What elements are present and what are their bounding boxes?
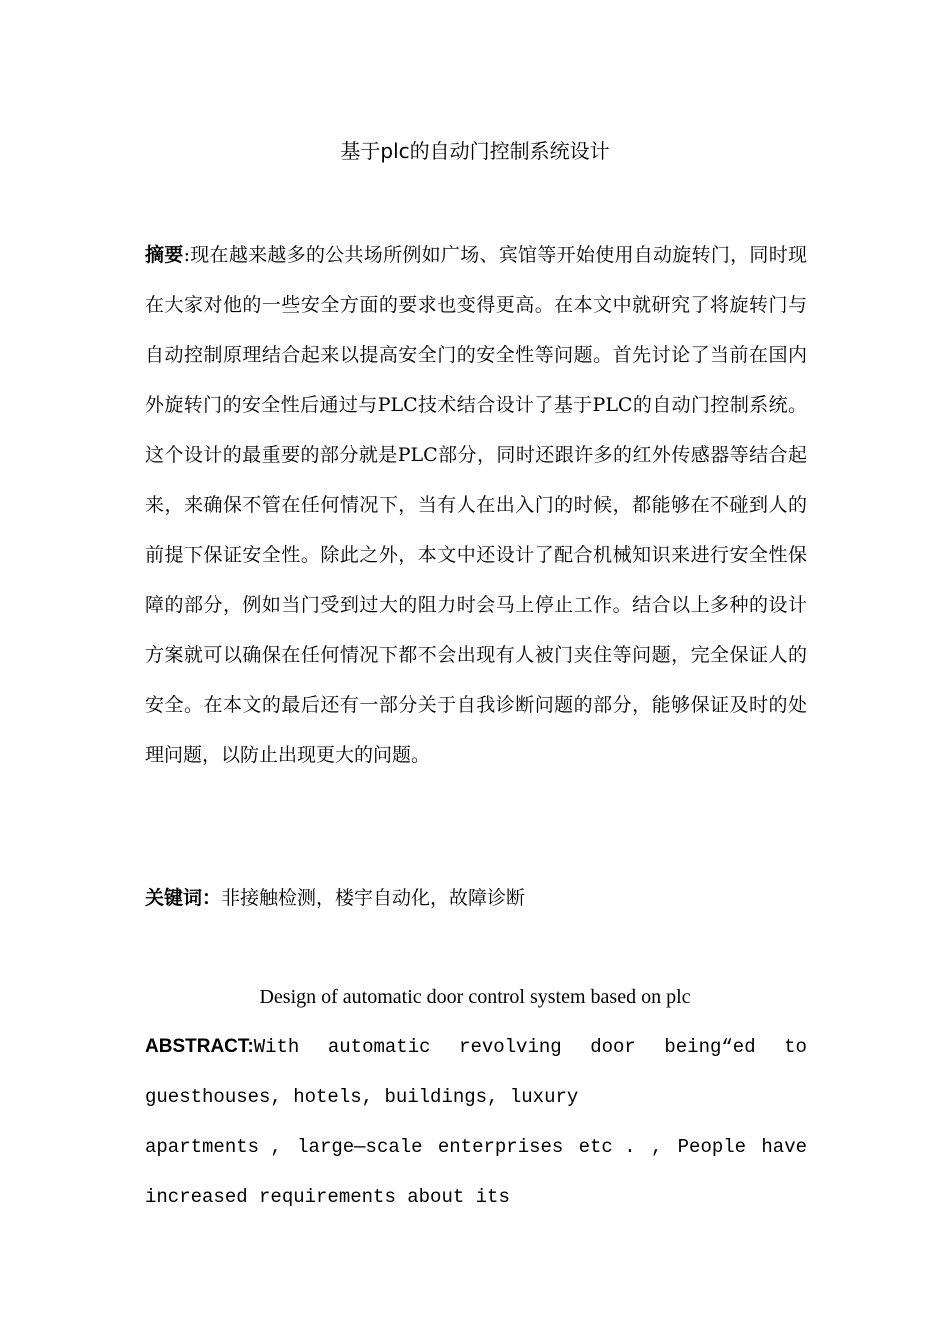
chinese-keywords: [145, 874, 807, 922]
english-abstract-word: being“ed: [664, 1036, 756, 1058]
english-abstract-word: People: [677, 1136, 747, 1158]
english-abstract-word: automatic: [327, 1036, 431, 1058]
english-abstract-word: revolving: [459, 1036, 562, 1058]
chinese-keywords-label: 关键词：: [145, 887, 222, 909]
english-abstract-word: etc .: [578, 1136, 636, 1158]
english-abstract-line-4: increased requirements about its: [145, 1186, 510, 1208]
english-abstract-lead-word: ABSTRACT:With: [145, 1036, 300, 1058]
english-abstract-word: to: [784, 1036, 807, 1058]
english-abstract: [145, 1022, 807, 1222]
english-abstract-word: door: [590, 1036, 636, 1058]
english-abstract-word: large—scale: [297, 1136, 423, 1158]
english-abstract-word: enterprises: [437, 1136, 564, 1158]
chinese-title: 基于plc的自动门控制系统设计: [340, 139, 610, 163]
english-abstract-word: have: [761, 1136, 807, 1158]
english-abstract-line-3: [145, 1122, 807, 1172]
english-abstract-line-2: guesthouses, hotels, buildings, luxury: [145, 1086, 579, 1108]
english-abstract-word: ,: [650, 1136, 663, 1158]
english-abstract-label: ABSTRACT:: [145, 1036, 254, 1057]
chinese-abstract: [145, 230, 807, 780]
chinese-abstract-label: 摘要: [145, 244, 184, 266]
english-title: Design of automatic door control system based on plc: [259, 986, 691, 1008]
chinese-abstract-text: :现在越来越多的公共场所例如广场、宾馆等开始使用自动旋转门，同时现在大家对他的一些安全方面的要求也变得更高。在本文中就研究了将旋转门与自动控制原理结合起来以提高安全门的安全性等问题。首先讨论了当前在国内外旋转门的安全性后通过与PLC技术结合设计了基于PLC的自动门控制系统。这个设计的最重要的部分就是PLC部分，同时还跟许多的红外传感器等结合起来，来确保不管在任何情况下，当有人在出入门的时候，都能够在不碰到人的前提下保证安全性。除此之外，本文中还设计了配合机械知识来进行安全性保障的部分，例如当门受到过大的阻力时会马上停止工作。结合以上多种的设计方案就可以确保在任何情况下都不会出现有人被门夹住等问题，完全保证人的安全。在本文的最后还有一部分关于自我诊断问题的部分，能够保证及时的处理问题，以防止出现更大的问题。: [145, 244, 807, 766]
english-abstract-line-1: [145, 1022, 807, 1072]
chinese-keywords-text: 非接触检测，楼宇自动化，故障诊断: [221, 887, 526, 909]
english-abstract-word: apartments ,: [145, 1136, 282, 1158]
